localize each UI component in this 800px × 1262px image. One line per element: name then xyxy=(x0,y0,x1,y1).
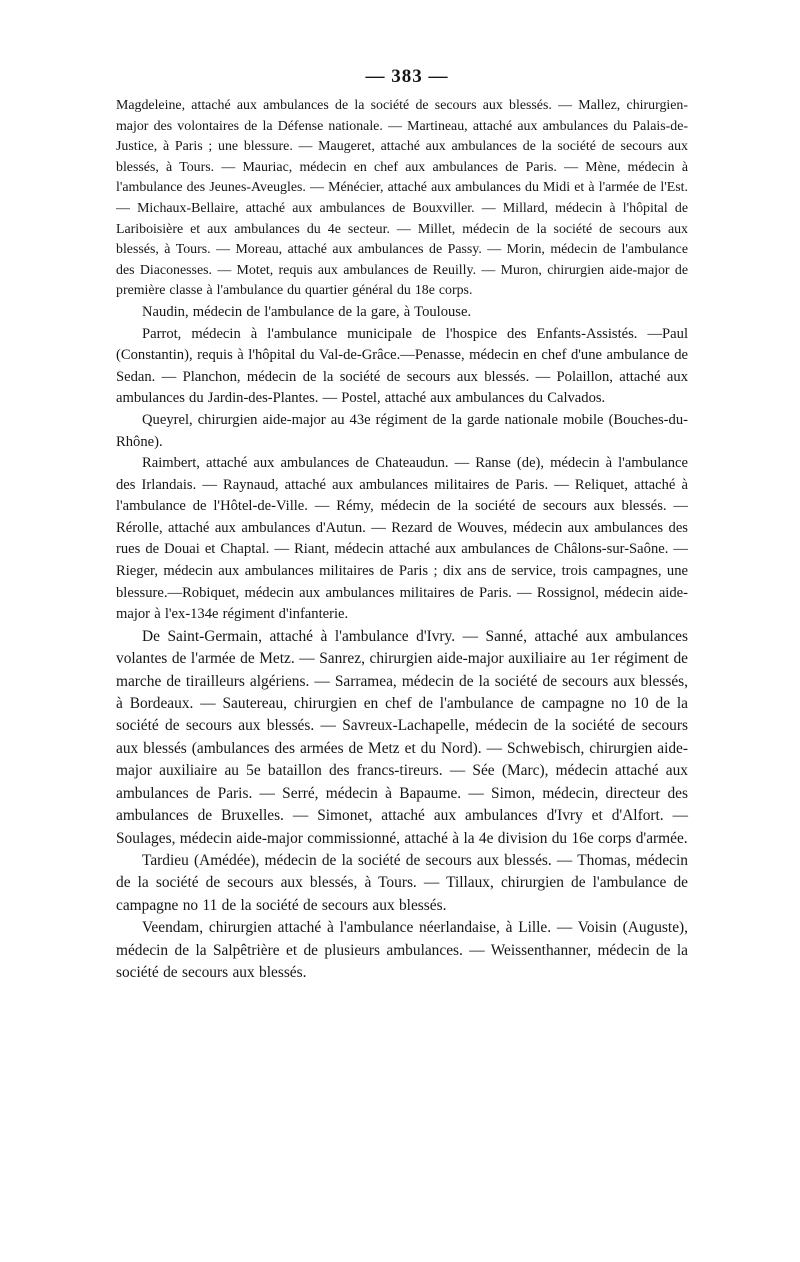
paragraph-t: Tardieu (Amédée), médecin de la société de secours aux blessés. — Thomas, médecin de la société de secours aux blessés, à Tours. — Tillaux, chirurgien de l'ambulance de campagne no 11 de la société de secours aux blessés. xyxy=(116,851,688,914)
paragraph-v-w: Veendam, chirurgien attaché à l'ambulance néerlandaise, à Lille. — Voisin (Auguste), médecin de la Salpêtrière et de plusieurs ambulances. — Weissenthanner, médecin de la société de secours aux blessés. xyxy=(116,919,688,981)
paragraph-p: Parrot, médecin à l'ambulance municipale de l'hospice des Enfants-Assistés. —Paul (Constantin), requis à l'hôpital du Val-de-Grâce.—Penasse, médecin en chef d'une ambulance de Sedan. — Planchon, médecin de la société de secours aux blessés. — Polaillon, attaché aux ambulances du Jardin-des-Plantes. — Postel, attaché aux ambulances du Calvados. xyxy=(116,325,688,407)
page-body xyxy=(116,96,688,984)
paragraph-q: Queyrel, chirurgien aide-major au 43e régiment de la garde nationale mobile (Bouches-du-Rhône). xyxy=(116,411,688,450)
paragraph-r: Raimbert, attaché aux ambulances de Chateaudun. — Ranse (de), médecin à l'ambulance des Irlandais. — Raynaud, attaché aux ambulances militaires de Paris. — Reliquet, attaché à l'ambulance de l'Hôtel-de-Ville. — Rémy, médecin de la société de secours aux blessés. — Rérolle, attaché aux ambulances d'Autun. — Rezard de Wouves, médecin aux ambulances des rues de Douai et Chaptal. — Riant, médecin attaché aux ambulances de Châlons-sur-Saône. — Rieger, médecin aux ambulances militaires de Paris ; dix ans de service, trois campagnes, une blessure.—Robiquet, médecin aux ambulances militaires de Paris. — Rossignol, médecin aide-major à l'ex-134e régiment d'infanterie. xyxy=(116,455,688,623)
page-number: — 383 — xyxy=(365,66,449,87)
paragraph-m: Magdeleine, attaché aux ambulances de la société de secours aux blessés. — Mallez, chirurgien-major des volontaires de la Défense nationale. — Martineau, attaché aux ambulances du Palais-de-Justice, à Paris ; une blessure. — Maugeret, attaché aux ambulances de la société de secours aux blessés, à Tours. — Mauriac, médecin en chef aux ambulances de Paris. — Mène, médecin à l'ambulance des Jeunes-Aveugles. — Ménécier, attaché aux ambulances du Midi et à l'armée de l'Est. — Michaux-Bellaire, attaché aux ambulances de Bouxviller. — Millard, médecin à l'hôpital de Lariboisière et aux ambulances du 4e secteur. — Millet, médecin de la société de secours aux blessés, à Tours. — Moreau, attaché aux ambulances de Passy. — Morin, médecin de l'ambulance des Diaconesses. — Motet, requis aux ambulances de Reuilly. — Muron, chirurgien aide-major de première classe à l'ambulance du quartier général du 18e corps. xyxy=(116,98,688,299)
paragraph-s: De Saint-Germain, attaché à l'ambulance d'Ivry. — Sanné, attaché aux ambulances volantes de l'armée de Metz. — Sanrez, chirurgien aide-major auxiliaire au 1er régiment de marche de tirailleurs algériens. — Sarramea, médecin de la société de secours aux blessés, à Bordeaux. — Sautereau, chirurgien en chef de l'ambulance de campagne no 10 de la société de secours aux blessés. — Savreux-Lachapelle, médecin de la société de secours aux blessés (ambulances des armées de Metz et du Nord). — Schwebisch, chirurgien aide-major auxiliaire au 5e bataillon des francs-tireurs. — Sée (Marc), médecin attaché aux ambulances de Paris. — Serré, médecin à Bapaume. — Simon, médecin, directeur des ambulances de Bruxelles. — Simonet, attaché aux ambulances d'Ivry et d'Alfort. — Soulages, médecin aide-major commissionné, attaché à la 4e division du 16e corps d'armée. xyxy=(116,627,688,847)
paragraph-n: Naudin, médecin de l'ambulance de la gare, à Toulouse. xyxy=(142,303,472,320)
book-page xyxy=(116,62,688,984)
